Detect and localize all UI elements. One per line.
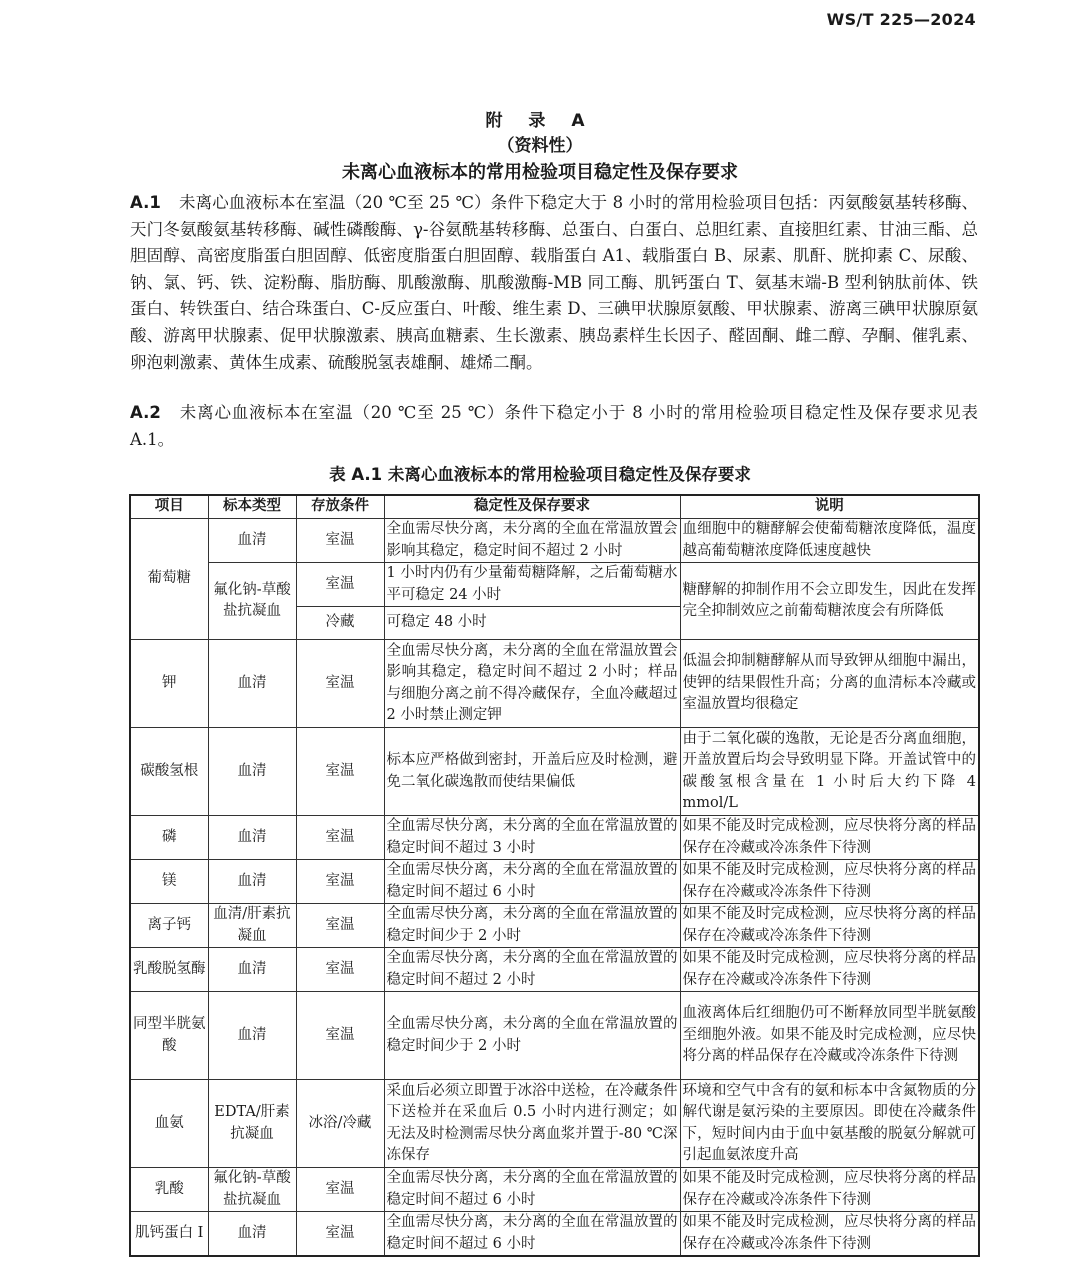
cell-sample-type: 血清 [208,816,296,860]
cell-item: 葡萄糖 [130,519,208,640]
section-number: A.1 [130,193,161,212]
cell-note: 如果不能及时完成检测，应尽快将分离的样品保存在冷藏或冷冻条件下待测 [680,816,979,860]
cell-storage: 室温 [296,1212,384,1257]
cell-storage: 冷藏 [296,607,384,640]
cell-storage: 室温 [296,904,384,948]
cell-sample-type: 血清 [208,1212,296,1257]
cell-sample-type: 血清/肝素抗凝血 [208,904,296,948]
cell-stability: 全血需尽快分离，未分离的全血在常温放置会影响其稳定，稳定时间不超过 2 小时 [384,519,680,563]
cell-item: 肌钙蛋白 I [130,1212,208,1257]
cell-sample-type: 氟化钠-草酸盐抗凝血 [208,1168,296,1212]
cell-item: 乳酸脱氢酶 [130,948,208,992]
cell-stability: 全血需尽快分离，未分离的全血在常温放置会影响其稳定，稳定时间不超过 2 小时；样品与细胞分离之前不得冷藏保存，全血冷藏超过 2 小时禁止测定钾 [384,640,680,728]
cell-item: 乳酸 [130,1168,208,1212]
cell-note: 如果不能及时完成检测，应尽快将分离的样品保存在冷藏或冷冻条件下待测 [680,904,979,948]
cell-stability: 全血需尽快分离，未分离的全血在常温放置的稳定时间不超过 6 小时 [384,860,680,904]
cell-sample-type: 血清 [208,948,296,992]
table-row [130,948,979,992]
cell-note: 如果不能及时完成检测，应尽快将分离的样品保存在冷藏或冷冻条件下待测 [680,948,979,992]
cell-item: 碳酸氢根 [130,728,208,816]
cell-stability: 全血需尽快分离，未分离的全血在常温放置的稳定时间不超过 6 小时 [384,1168,680,1212]
header-note: 说明 [680,495,979,519]
cell-stability: 全血需尽快分离，未分离的全血在常温放置的稳定时间不超过 6 小时 [384,1212,680,1257]
cell-storage: 室温 [296,816,384,860]
table-row [130,640,979,728]
cell-storage: 室温 [296,640,384,728]
cell-note: 如果不能及时完成检测，应尽快将分离的样品保存在冷藏或冷冻条件下待测 [680,1212,979,1257]
cell-item: 磷 [130,816,208,860]
table-row [130,1080,979,1168]
header-storage: 存放条件 [296,495,384,519]
cell-storage: 室温 [296,519,384,563]
table-row [130,728,979,816]
table-title: 表 A.1 未离心血液标本的常用检验项目稳定性及保存要求 [329,465,751,484]
cell-storage: 室温 [296,992,384,1080]
cell-note: 如果不能及时完成检测，应尽快将分离的样品保存在冷藏或冷冻条件下待测 [680,1168,979,1212]
cell-stability: 可稳定 48 小时 [384,607,680,640]
table-row [130,1212,979,1257]
table-header-row [130,495,979,519]
table-row [130,904,979,948]
cell-stability: 全血需尽快分离，未分离的全血在常温放置的稳定时间不超过 3 小时 [384,816,680,860]
table-row [130,816,979,860]
cell-storage: 室温 [296,728,384,816]
cell-note: 血液离体后红细胞仍可不断释放同型半胱氨酸至细胞外液。如果不能及时完成检测，应尽快将分离的样品保存在冷藏或冷冻条件下待测 [680,992,979,1080]
header-stability: 稳定性及保存要求 [384,495,680,519]
section-text: 未离心血液标本在室温（20 ℃至 25 ℃）条件下稳定小于 8 小时的常用检验项目稳定性及保存要求见表 A.1。 [130,403,978,449]
cell-item: 同型半胱氨酸 [130,992,208,1080]
cell-item: 镁 [130,860,208,904]
standard-code: WS/T 225—2024 [826,10,976,29]
header-item: 项目 [130,495,208,519]
cell-item: 离子钙 [130,904,208,948]
cell-note: 环境和空气中含有的氨和标本中含氮物质的分解代谢是氨污染的主要原因。即使在冷藏条件下，短时间内由于血中氨基酸的脱氨分解就可引起血氨浓度升高 [680,1080,979,1168]
cell-sample-type: 血清 [208,860,296,904]
cell-storage: 室温 [296,860,384,904]
appendix-nature: （资料性） [497,136,583,156]
cell-sample-type: 血清 [208,519,296,563]
cell-stability: 采血后必须立即置于冰浴中送检，在冷藏条件下送检并在采血后 0.5 小时内进行测定；如无法及时检测需尽快分离血浆并置于-80 ℃深冻保存 [384,1080,680,1168]
appendix-name: 未离心血液标本的常用检验项目稳定性及保存要求 [342,162,738,183]
section-text: 未离心血液标本在室温（20 ℃至 25 ℃）条件下稳定大于 8 小时的常用检验项目包括：丙氨酸氨基转移酶、天门冬氨酸氨基转移酶、碱性磷酸酶、γ-谷氨酰基转移酶、总蛋白、白蛋白、总胆红素、直接胆红素、甘油三酯、总胆固醇、高密度脂蛋白胆固醇、低密度脂蛋白胆固醇、载脂蛋白 A1、载脂蛋白 B、尿素、肌酐、胱抑素 C、尿酸、钠、氯、钙、铁、淀粉酶、脂肪酶、肌酸激酶、肌酸激酶-MB 同工酶、肌钙蛋白 T、氨基末端-B 型利钠肽前体、铁蛋白、转铁蛋白、结合珠蛋白、C-反应蛋白、叶酸、维生素 D、三碘甲状腺原氨酸、甲状腺素、游离三碘甲状腺原氨酸、游离甲状腺素、促甲状腺激素、胰高血糖素、生长激素、胰岛素样生长因子、醛固酮、雌二醇、孕酮、催乳素、卵泡刺激素、黄体生成素、硫酸脱氢表雄酮、雄烯二酮。 [130,193,978,372]
table-row [130,1168,979,1212]
stability-table [129,494,980,1257]
section-a1 [130,190,978,376]
cell-note: 由于二氧化碳的逸散，无论是否分离血细胞，开盖放置后均会导致明显下降。开盖试管中的碳酸氢根含量在 1 小时后大约下降 4 mmol/L [680,728,979,816]
table-row [130,563,979,607]
header-sample-type: 标本类型 [208,495,296,519]
cell-item: 血氨 [130,1080,208,1168]
cell-stability: 全血需尽快分离，未分离的全血在常温放置的稳定时间少于 2 小时 [384,904,680,948]
cell-note: 如果不能及时完成检测，应尽快将分离的样品保存在冷藏或冷冻条件下待测 [680,860,979,904]
appendix-title: 附 录 A [485,111,595,131]
cell-storage: 室温 [296,948,384,992]
cell-sample-type: 血清 [208,992,296,1080]
cell-item: 钾 [130,640,208,728]
cell-note: 糖酵解的抑制作用不会立即发生，因此在发挥完全抑制效应之前葡萄糖浓度会有所降低 [680,563,979,640]
cell-sample-type: EDTA/肝素抗凝血 [208,1080,296,1168]
cell-sample-type: 氟化钠-草酸盐抗凝血 [208,563,296,640]
cell-sample-type: 血清 [208,728,296,816]
cell-stability: 全血需尽快分离，未分离的全血在常温放置的稳定时间少于 2 小时 [384,992,680,1080]
section-a2 [130,400,978,453]
cell-storage: 冰浴/冷藏 [296,1080,384,1168]
cell-storage: 室温 [296,1168,384,1212]
cell-sample-type: 血清 [208,640,296,728]
table-row [130,860,979,904]
cell-note: 低温会抑制糖酵解从而导致钾从细胞中漏出，使钾的结果假性升高；分离的血清标本冷藏或室温放置均很稳定 [680,640,979,728]
cell-stability: 全血需尽快分离，未分离的全血在常温放置的稳定时间不超过 2 小时 [384,948,680,992]
cell-storage: 室温 [296,563,384,607]
cell-note: 血细胞中的糖酵解会使葡萄糖浓度降低，温度越高葡萄糖浓度降低速度越快 [680,519,979,563]
cell-stability: 标本应严格做到密封，开盖后应及时检测，避免二氧化碳逸散而使结果偏低 [384,728,680,816]
section-number: A.2 [130,403,161,422]
cell-stability: 1 小时内仍有少量葡萄糖降解，之后葡萄糖水平可稳定 24 小时 [384,563,680,607]
table-row [130,519,979,563]
table-row [130,992,979,1080]
